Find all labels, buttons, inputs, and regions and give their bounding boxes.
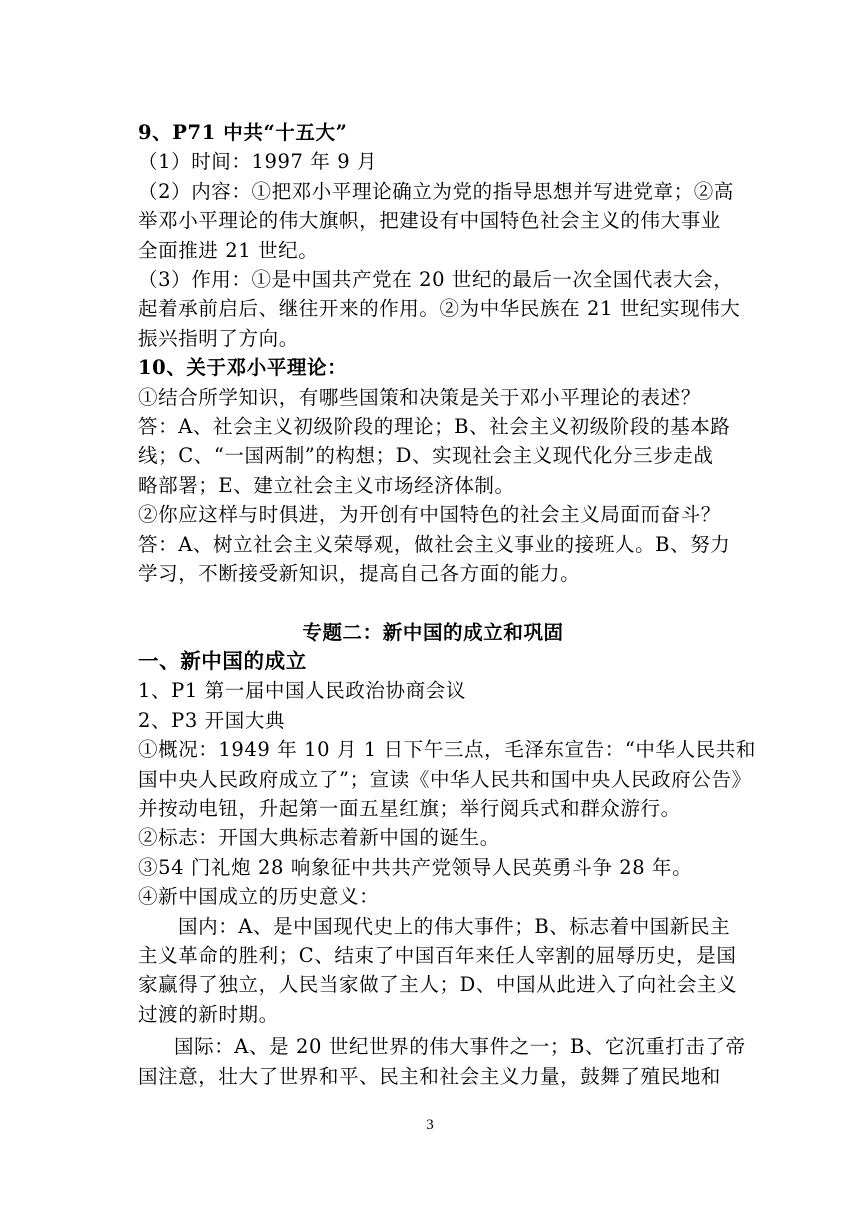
domestic-line: 主义革命的胜利；C、结束了中国百年来任人宰割的屈辱历史，是国: [138, 943, 737, 967]
heading-item-9: 9、P71 中共“十五大”: [138, 121, 348, 144]
item-effect-line: （3）作用：①是中国共产党在 20 世纪的最后一次全国代表大会，: [138, 268, 734, 292]
domestic-line: 国内：A、是中国现代史上的伟大事件；B、标志着中国新民主: [178, 914, 731, 938]
question-2: ②你应这样与时俱进，为开创有中国特色的社会主义局面而奋斗？: [138, 503, 721, 527]
domestic-line: 过渡的新时期。: [138, 1002, 279, 1026]
question-1: ①结合所学知识，有哪些国策和决策是关于邓小平理论的表述？: [138, 385, 701, 409]
item-effect-line: 振兴指明了方向。: [138, 326, 299, 350]
answer-1-line: 答：A、社会主义初级阶段的理论；B、社会主义初级阶段的基本路: [138, 415, 731, 439]
section-spacer: [138, 589, 728, 618]
heading-founding: 一、新中国的成立: [138, 648, 307, 673]
document-page: [138, 118, 757, 1091]
heading-item-10: 10、关于邓小平理论：: [138, 356, 348, 380]
mark-line: ②标志：开国大典标志着新中国的诞生。: [138, 826, 500, 850]
item-content-line: 举邓小平理论的伟大旗帜，把建设有中国特色社会主义的伟大事业: [138, 209, 721, 233]
answer-2-line: 学习，不断接受新知识，提高自己各方面的能力。: [138, 562, 581, 586]
significance-heading: ④新中国成立的历史意义：: [138, 885, 380, 909]
item-time: （1）时间：1997 年 9 月: [138, 150, 378, 174]
international-line: 国际：A、是 20 世纪世界的伟大事件之一；B、它沉重打击了帝: [174, 1035, 746, 1059]
item-content-line: （2）内容：①把邓小平理论确立为党的指导思想并写进党章；②高: [138, 179, 734, 203]
page-number: 3: [426, 1117, 434, 1133]
international-line: 国注意，壮大了世界和平、民主和社会主义力量，鼓舞了殖民地和: [138, 1064, 721, 1088]
overview-line: ①概况：1949 年 10 月 1 日下午三点，毛泽东宣告：“中华人民共和: [138, 738, 757, 762]
domestic-line: 家赢得了独立，人民当家做了主人；D、中国从此进入了向社会主义: [138, 973, 738, 997]
section-title: 专题二：新中国的成立和巩固: [302, 620, 564, 644]
overview-line: 国中央人民政府成立了”；宣读《中华人民共和国中央人民政府公告》: [138, 767, 752, 791]
salute-line: ③54 门礼炮 28 响象征中共共产党领导人民英勇斗争 28 年。: [138, 855, 693, 879]
item-effect-line: 起着承前启后、继往开来的作用。②为中华民族在 21 世纪实现伟大: [138, 297, 741, 321]
item-content-line: 全面推进 21 世纪。: [138, 238, 319, 262]
overview-line: 并按动电钮，升起第一面五星红旗；举行阅兵式和群众游行。: [138, 796, 681, 820]
answer-1-line: 略部署；E、建立社会主义市场经济体制。: [138, 473, 515, 497]
list-item-ceremony: 2、P3 开国大典: [138, 708, 286, 732]
answer-1-line: 线；C、“一国两制”的构想；D、实现社会主义现代化分三步走战: [138, 444, 714, 468]
list-item-cppcc: 1、P1 第一届中国人民政治协商会议: [138, 679, 466, 703]
answer-2-line: 答：A、树立社会主义荣辱观，做社会主义事业的接班人。B、努力: [138, 532, 731, 556]
